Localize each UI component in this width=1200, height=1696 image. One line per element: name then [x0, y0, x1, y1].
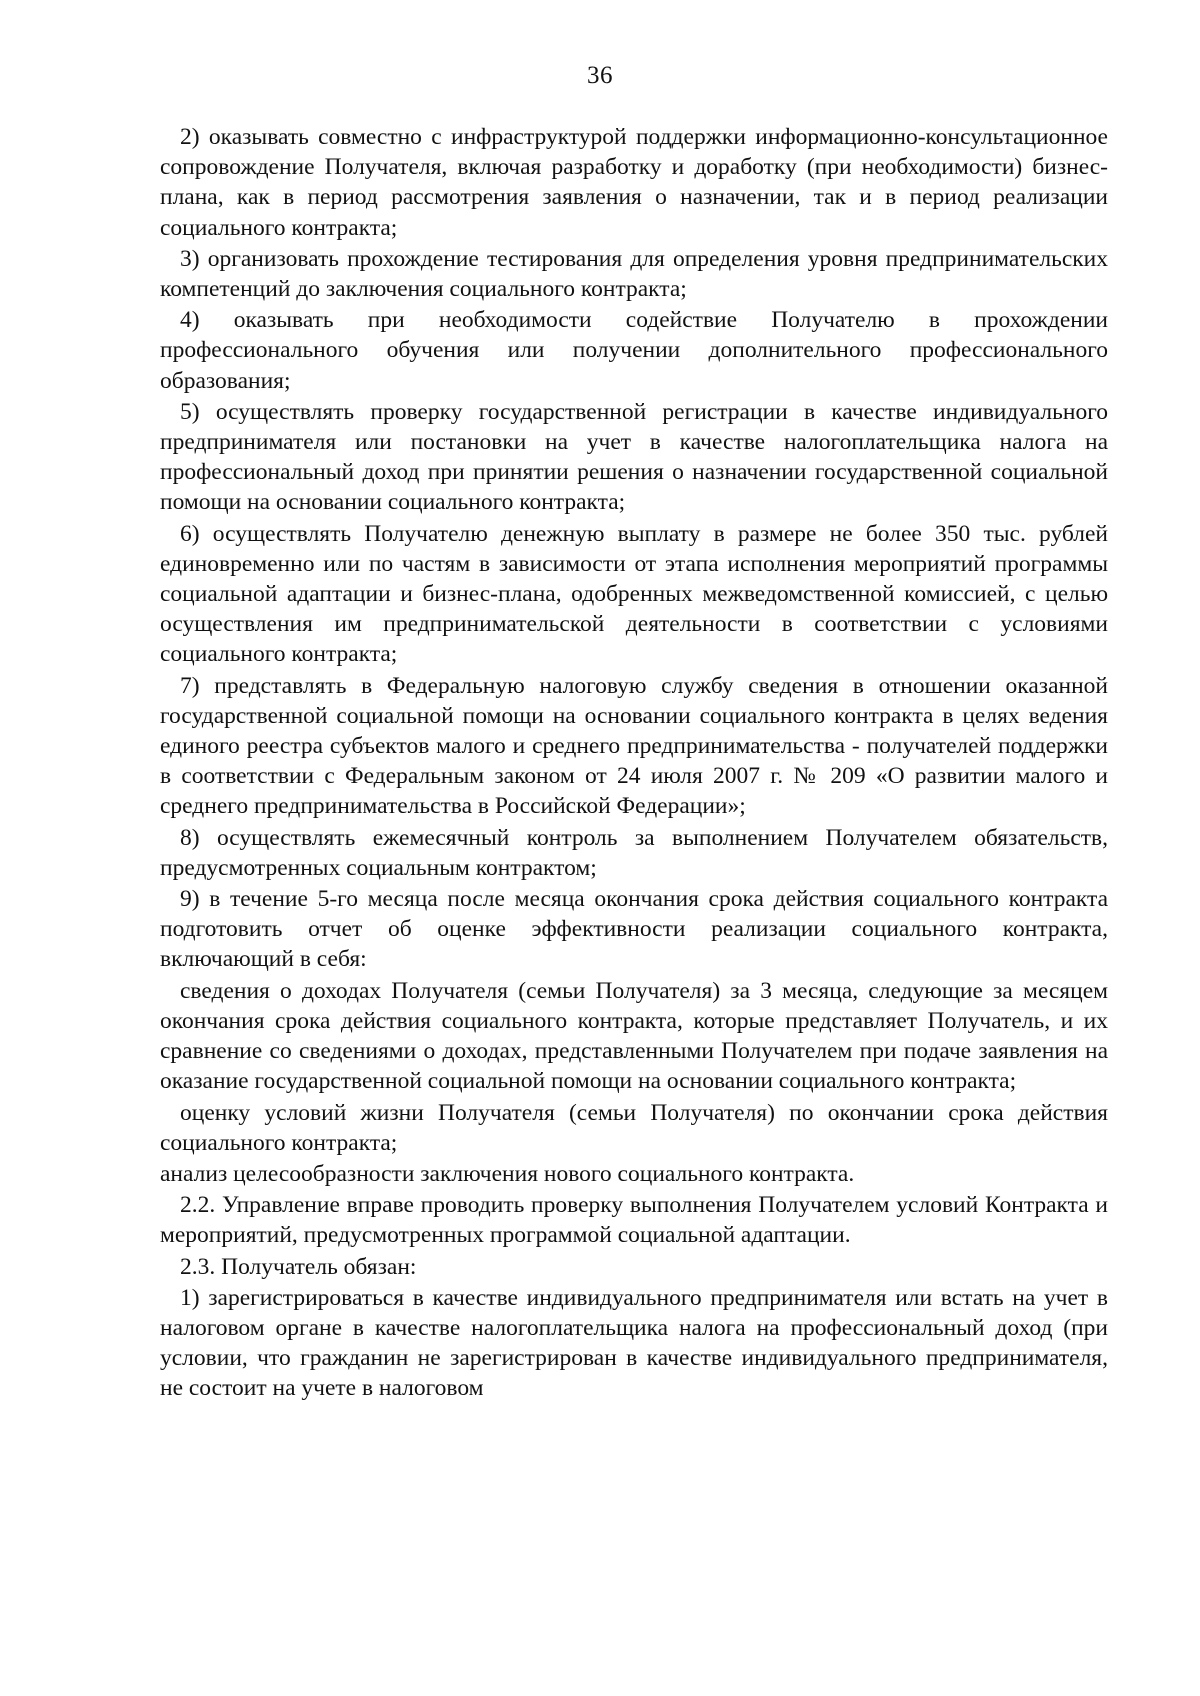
paragraph-item-3: 3) организовать прохождение тестирования для определения уровня предпринимательских компетенций до заключения социального контракта; — [160, 245, 1108, 303]
paragraph-item-2: 2) оказывать совместно с инфраструктурой поддержки информационно-консультационное сопровождение Получателя, включая разработку и доработку (при необходимости) бизнес-плана, как в период рассмотрения заявления о назначении, так и в период реализации социального контракта; — [160, 124, 1108, 241]
paragraph-2-3: 2.3. Получатель обязан: — [180, 1253, 417, 1280]
paragraph-item-5: 5) осуществлять проверку государственной регистрации в качестве индивидуального предпринимателя или постановки на учет в качестве налогоплательщика налога на профессиональный доход при принятии решения о назначении государственной социальной помощи на основании социального контракта; — [160, 398, 1108, 516]
paragraph-income-info: сведения о доходах Получателя (семьи Получателя) за 3 месяца, следующие за месяцем окончания срока действия социального контракта, которые представляет Получатель, и их сравнение со сведениями о доходах, представленными Получателем при подаче заявления на оказание государственной социальной помощи на основании социального контракта; — [160, 977, 1108, 1095]
paragraph-2-3-item-1: 1) зарегистрироваться в качестве индивидуального предпринимателя или встать на учет в налоговом органе в качестве налогоплательщика налога на профессиональный доход (при условии, что гражданин не зарегистрирован в качестве индивидуального предпринимателя, не состоит на учете в налоговом — [160, 1284, 1108, 1402]
paragraph-analysis: анализ целесообразности заключения нового социального контракта. — [160, 1160, 855, 1187]
paragraph-living-conditions: оценку условий жизни Получателя (семьи Получателя) по окончании срока действия социального контракта; — [160, 1099, 1108, 1156]
paragraph-2-2: 2.2. Управление вправе проводить проверку выполнения Получателем условий Контракта и мероприятий, предусмотренных программой социальной адаптации. — [160, 1192, 1108, 1249]
paragraph-item-9: 9) в течение 5-го месяца после месяца окончания срока действия социального контракта подготовить отчет об оценке эффективности реализации социального контракта, включающий в себя: — [160, 886, 1108, 973]
paragraph-item-7: 7) представлять в Федеральную налоговую службу сведения в отношении оказанной государственной социальной помощи на основании социального контракта в целях ведения единого реестра субъектов малого и среднего предпринимательства - получателей поддержки в соответствии с Федеральным законом от 24 июля 2007 г. № 209 «О развитии малого и среднего предпринимательства в Российской Федерации»; — [160, 672, 1108, 820]
paragraph-item-6: 6) осуществлять Получателю денежную выплату в размере не более 350 тыс. рублей единовременно или по частям в зависимости от этапа исполнения мероприятий программы социальной адаптации и бизнес-плана, одобренных межведомственной комиссией, с целью осуществления им предпринимательской деятельности в соответствии с условиями социального контракта; — [160, 520, 1108, 668]
document-body — [160, 122, 1108, 1405]
paragraph-item-4: 4) оказывать при необходимости содействие Получателю в прохождении профессионального обучения или получении дополнительного профессионального образования; — [160, 307, 1108, 394]
paragraph-item-8: 8) осуществлять ежемесячный контроль за выполнением Получателем обязательств, предусмотренных социальным контрактом; — [160, 824, 1108, 881]
page-number: 36 — [587, 62, 613, 89]
